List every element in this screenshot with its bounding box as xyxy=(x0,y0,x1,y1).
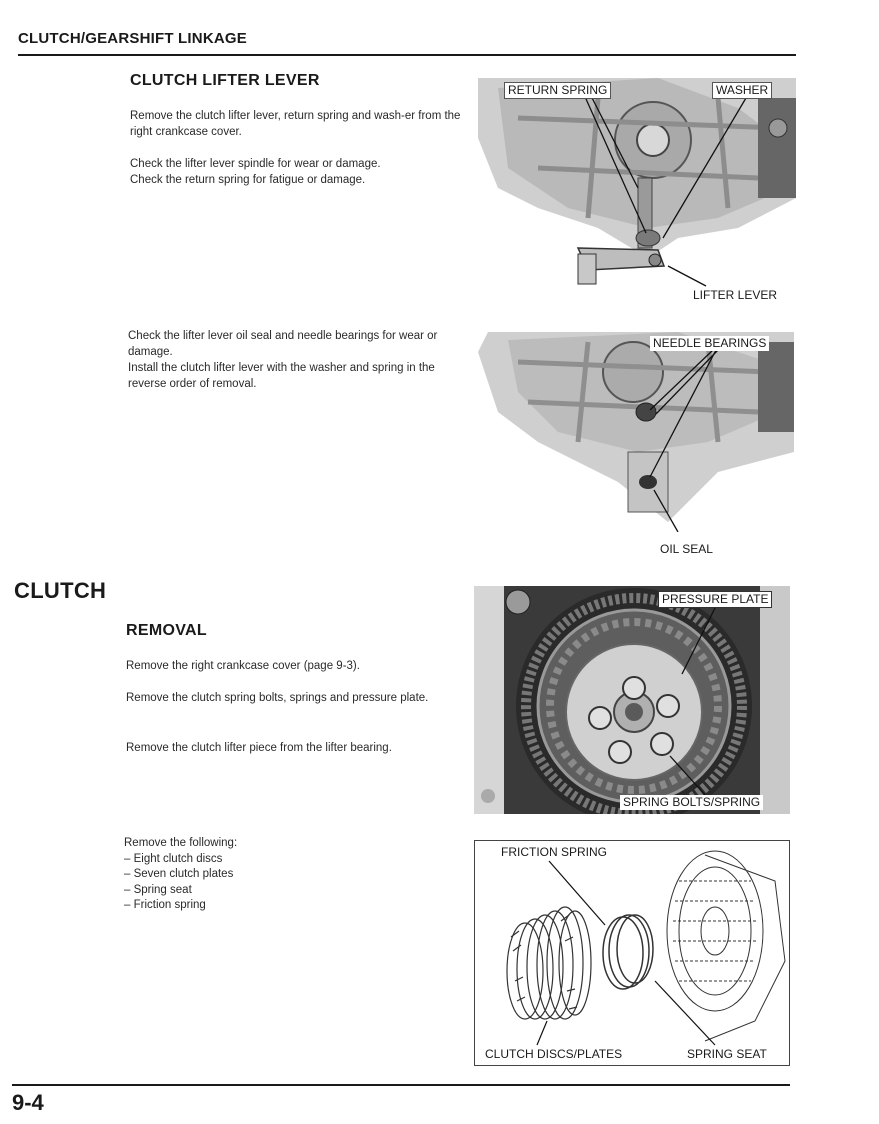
clutch-parts-drawing xyxy=(475,841,789,1065)
removal-step-1 xyxy=(126,658,462,674)
remove-lifter-piece-paragraph: Remove the clutch lifter piece from the lifter bearing. xyxy=(126,742,392,754)
discs-plates-label: CLUTCH DISCS/PLATES xyxy=(485,1047,623,1061)
pressure-plate-label: PRESSURE PLATE xyxy=(658,591,772,608)
section-header: CLUTCH/GEARSHIFT LINKAGE xyxy=(18,30,247,47)
lifter-lever-text-3 xyxy=(128,328,460,392)
pressure-plate-photo xyxy=(474,586,790,814)
lifter-lever-label: LIFTER LEVER xyxy=(693,288,778,302)
washer-label: WASHER xyxy=(712,82,772,99)
needle-bearings-photo-drawing xyxy=(478,332,794,532)
oil-seal-label: OIL SEAL xyxy=(660,542,713,556)
lifter-lever-text-2 xyxy=(130,156,470,188)
remove-list-intro: Remove the following: xyxy=(124,837,238,849)
friction-spring-label: FRICTION SPRING xyxy=(501,845,608,859)
removal-step-3 xyxy=(126,740,466,756)
check-seal-paragraph: Check the lifter lever oil seal and needle bearings for wear or damage. xyxy=(128,330,438,358)
needle-bearings-label: NEEDLE BEARINGS xyxy=(650,336,769,351)
list-item: – Eight clutch discs xyxy=(124,852,223,865)
lifter-lever-heading: CLUTCH LIFTER LEVER xyxy=(130,72,320,89)
removal-heading: REMOVAL xyxy=(126,622,207,639)
remove-list xyxy=(124,836,237,914)
lifter-lever-photo-drawing xyxy=(478,78,796,304)
list-item: – Seven clutch plates xyxy=(124,868,234,880)
pressure-plate-photo-drawing xyxy=(474,586,790,814)
check-spring-line: Check the return spring for fatigue or damage. xyxy=(130,174,366,186)
needle-bearings-photo xyxy=(478,332,794,532)
list-item: – Spring seat xyxy=(124,883,192,896)
clutch-section-title: CLUTCH xyxy=(14,578,107,603)
install-lever-paragraph: Install the clutch lifter lever with the washer and spring in the reverse order of removal. xyxy=(128,362,435,390)
spring-bolts-label: SPRING BOLTS/SPRING xyxy=(620,795,763,810)
check-spindle-line: Check the lifter lever spindle for wear or damage. xyxy=(130,158,381,170)
page-number: 9-4 xyxy=(12,1090,44,1115)
remove-bolts-paragraph: Remove the clutch spring bolts, springs and pressure plate. xyxy=(126,692,429,704)
header-divider xyxy=(18,54,796,56)
lifter-lever-text-1 xyxy=(130,108,462,140)
return-spring-label: RETURN SPRING xyxy=(504,82,611,99)
footer-divider xyxy=(12,1084,790,1086)
lifter-lever-photo xyxy=(478,78,796,304)
clutch-parts-diagram xyxy=(474,840,790,1066)
removal-step-2 xyxy=(126,690,462,706)
remove-cover-paragraph: Remove the right crankcase cover (page 9-3). xyxy=(126,660,360,672)
spring-seat-label: SPRING SEAT xyxy=(687,1047,767,1061)
list-item: – Friction spring xyxy=(124,899,206,911)
remove-lever-paragraph: Remove the clutch lifter lever, return spring and wash-er from the right crankcase cover. xyxy=(130,110,461,138)
